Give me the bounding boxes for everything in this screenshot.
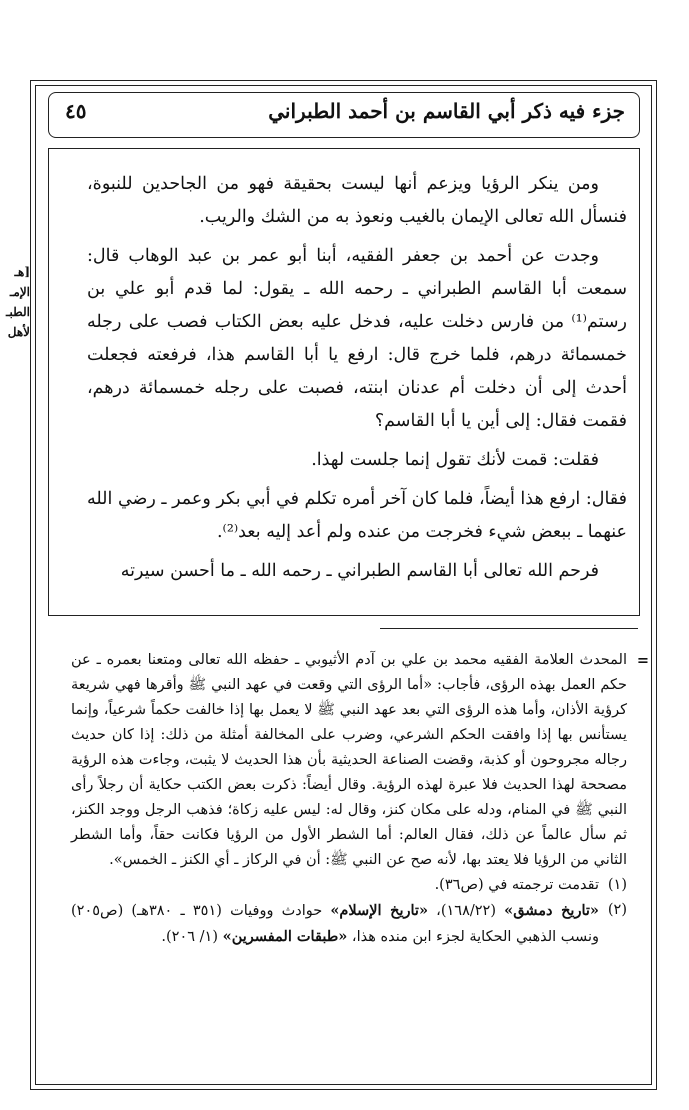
paragraph-3: فقلت: قمت لأنك تقول إنما جلست لهذا.	[311, 450, 599, 470]
book-title: «طبقات المفسرين»	[222, 928, 348, 945]
footnote-1	[71, 873, 627, 898]
footnote-2	[71, 898, 627, 950]
paragraph-2: وجدت عن أحمد بن جعفر الفقيه، أبنا أبو عمر بن عبد الوهاب قال: سمعت أبا القاسم الطبراني ـ رحمه الله ـ يقول: لما قدم أبو علي بن رستم⁽¹⁾ من فارس دخلت عليه، فدخل عليه بعض الكتاب فصب على رجله خمسمائة درهم، فلما خرج قال: ارفع يا أبا القاسم هذا، فرفعته فجعلت أحدث إلى أن دخلت أم عدنان ابنته، فصبت على رجله خمسمائة درهم، فقمت فقال: إلى أين يا أبا القاسم؟	[87, 246, 627, 431]
continuation-text: المحدث العلامة الفقيه محمد بن علي بن آدم الأثيوبي ـ حفظه الله تعالى ومتعنا بعمره ـ عن حكم العمل بهذه الرؤى، فأجاب: «أما الرؤى التي وقعت في عهد النبي ﷺ وأقرها فهي شريعة كرؤية الأذان، وأما هذه الرؤى التي بعد عهد النبي ﷺ لا يعمل بها إذا خالفت حكماً شرعياً، وإنما يستأنس بها إذا وافقت الحكم الشرعي، وضرب على المخالفة أمثلة من ذلك: إذا كان حديث رجاله مجروحون أو كذبة، وقضت الصناعة الحديثية بأن هذا الحديث لا يثبت، وجاءت هذه الرؤية مصححة لهذا الحديث فلا عبرة لهذه الرؤية. وقال أيضاً: ذكرت بعض الكتب حكاية أن رجلاً رأى النبي ﷺ في المنام، ودله على مكان كنز، وقال له: ليس عليه زكاة؛ فذهب الرجل ووجد الكنز، ثم سأل عالماً عن ذلك، فقال العالم: أما الشطر الأول من الرؤيا فكانت حقاً، وأما الشطر الثاني من الرؤيا فلا يعتد بها، لأنه صح عن النبي ﷺ: أن في الركاز ـ أي الكنز ـ الخمس».	[71, 652, 627, 868]
footnote-text: تقدمت ترجمته في (ص٣٦).	[434, 877, 599, 893]
margin-note-line: الطبـ	[6, 305, 30, 319]
paragraph-5: فرحم الله تعالى أبا القاسم الطبراني ـ رحمه الله ـ ما أحسن سيرته	[120, 561, 599, 581]
continuation-marker: =	[636, 652, 649, 669]
footnote-continuation	[71, 648, 649, 873]
book-title: «تاريخ دمشق»	[504, 902, 599, 919]
footnote-number: (١)	[607, 877, 627, 893]
page-number: ٤٥	[65, 99, 87, 123]
main-text	[87, 168, 627, 594]
paragraph-1: ومن ينكر الرؤيا ويزعم أنها ليست بحقيقة فهو من الجاحدين للنبوة، فنسأل الله تعالى الإيمان بالغيب ونعوذ به من الشك والريب.	[87, 174, 627, 227]
header-title: جزء فيه ذكر أبي القاسم بن أحمد الطبراني	[268, 99, 625, 123]
margin-note-line: لأهل	[7, 325, 30, 339]
footnote-divider	[380, 628, 638, 629]
margin-note-line: الإمـ	[9, 285, 30, 299]
book-title: «تاريخ الإسلام»	[330, 902, 429, 919]
paragraph-4: فقال: ارفع هذا أيضاً، فلما كان آخر أمره تكلم في أبي بكر وعمر ـ رضي الله عنهما ـ ببعض شيء فخرجت من عنده ولم أعد إليه بعد⁽²⁾.	[87, 489, 627, 542]
footnotes	[71, 648, 649, 950]
footnote-text: حوادث ووفيات (٣٥١ ـ ٣٨٠هـ) (ص٢٠٥) ونسب الذهبي الحكاية لجزء ابن منده هذا،	[71, 903, 599, 945]
margin-note-line: [هـ	[14, 265, 30, 279]
footnote-text: (١٦٨/٢٢)،	[428, 903, 505, 919]
margin-note	[2, 262, 30, 342]
footnote-number: (٢)	[607, 902, 627, 918]
running-header	[48, 92, 640, 138]
footnote-text: (١/ ٢٠٦).	[161, 929, 223, 945]
